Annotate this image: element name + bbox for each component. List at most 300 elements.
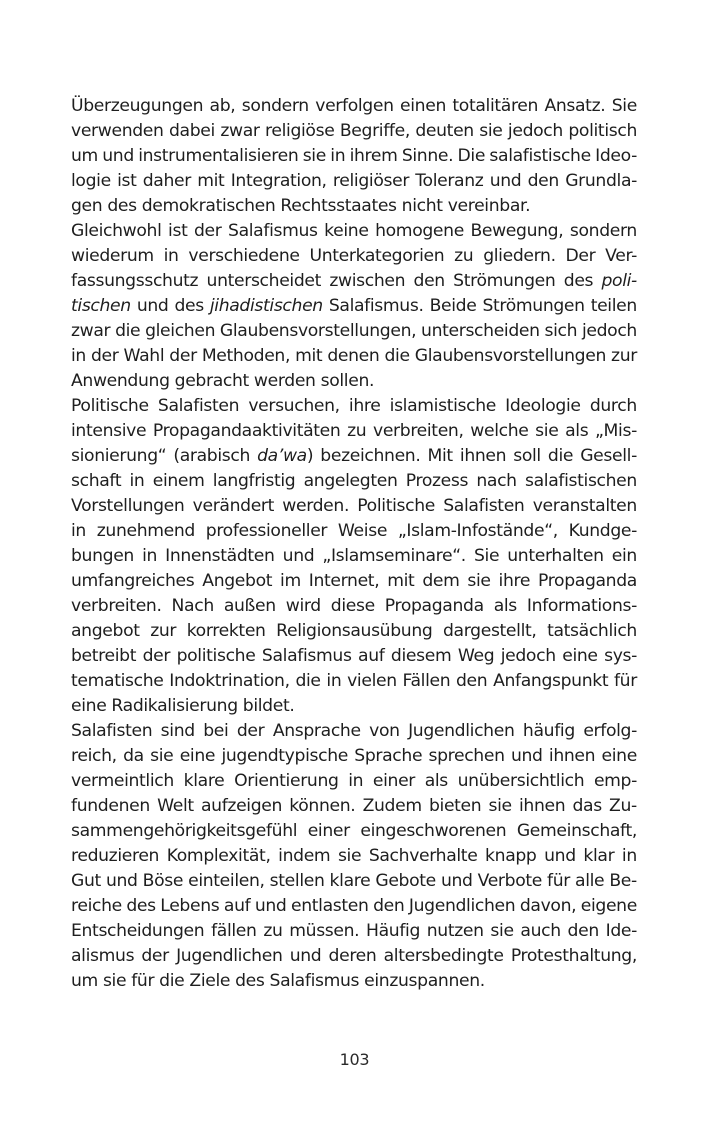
word: sondern [569, 221, 637, 241]
word: ab, [209, 96, 236, 116]
word: ihnen [519, 796, 566, 816]
word: verbreiten, [373, 421, 464, 441]
word: werden. [282, 496, 350, 516]
word: des [107, 196, 137, 216]
word: und [544, 846, 576, 866]
word: angebot [71, 621, 140, 641]
word: sie [337, 846, 362, 866]
word: Sie [611, 96, 637, 116]
word: jihadistischen [209, 296, 323, 316]
word: vereinbar. [447, 196, 531, 216]
word: Toleranz [415, 171, 484, 191]
word: eine [179, 746, 216, 766]
word: Propaganda [537, 571, 637, 591]
word: Be- [609, 871, 637, 891]
word: Protesthaltung, [510, 946, 637, 966]
word: Sprache [354, 746, 423, 766]
text-line [71, 669, 637, 694]
text-line [71, 369, 637, 394]
word: Zudem [362, 796, 422, 816]
word: Weg [457, 646, 495, 666]
word: Sachverhalte [368, 846, 478, 866]
word: sie [467, 571, 491, 591]
word: Politische [357, 496, 435, 516]
page-number: 103 [339, 1050, 370, 1069]
word: soll [513, 446, 541, 466]
word: können. [289, 796, 356, 816]
word: häufig [522, 721, 575, 741]
word: betreibt [71, 646, 137, 666]
word: da [123, 746, 144, 766]
word: unterscheidet [206, 271, 322, 291]
word: davon, [519, 896, 577, 916]
word: verwenden [71, 121, 164, 141]
word: alle [575, 871, 605, 891]
text-line [71, 169, 637, 194]
word: der [141, 946, 169, 966]
word: eingeschworenen [360, 821, 507, 841]
word: Orientierung [234, 771, 339, 791]
word: altersbedingte [383, 946, 504, 966]
word: Unterkategorien [309, 246, 445, 266]
word: Beide [429, 296, 477, 316]
word: einem [152, 471, 205, 491]
word: Jugendlichen [408, 896, 516, 916]
word: sie [490, 921, 514, 941]
word: zu [454, 246, 474, 266]
word: Methoden, [201, 346, 291, 366]
word: des [235, 971, 265, 991]
word: in [129, 471, 145, 491]
word: als [493, 596, 517, 616]
word: ist [117, 171, 137, 191]
word: bungen [71, 546, 134, 566]
word: Glaubensvorstellungen [414, 346, 606, 366]
word: in [621, 846, 637, 866]
word: dem [422, 571, 460, 591]
word: welche [470, 421, 529, 441]
word: Anwendung [71, 371, 170, 391]
word: und [282, 546, 315, 566]
text-line [71, 594, 637, 619]
word: den [413, 271, 445, 291]
word: vielen [347, 671, 397, 691]
word: zwar [220, 121, 260, 141]
paragraph [71, 94, 637, 219]
text-line [71, 444, 637, 469]
word: versuchen, [248, 396, 340, 416]
word: unterscheiden [421, 321, 540, 341]
word: verändert [192, 496, 275, 516]
word: Strömungen [482, 296, 585, 316]
word: „Mis- [595, 421, 637, 441]
word: vermeintlich [71, 771, 174, 791]
word: Sie [473, 546, 500, 566]
word: Lebens [160, 896, 220, 916]
word: politische [176, 646, 256, 666]
word: durch [589, 396, 637, 416]
word: bezeichnen. [320, 446, 421, 466]
word: Radikalisierung [111, 696, 238, 716]
word: Mit [427, 446, 453, 466]
text-line [71, 794, 637, 819]
word: als [565, 421, 589, 441]
word: totalitären [452, 96, 539, 116]
word: ein [611, 546, 637, 566]
word: Indoktrination, [169, 671, 290, 691]
word: wiederum [71, 246, 154, 266]
word: Bewegung, [470, 221, 564, 241]
word: Zu- [609, 796, 637, 816]
word: und [510, 746, 543, 766]
word: für [131, 971, 155, 991]
word: langfristig [212, 471, 296, 491]
word: mit [295, 346, 323, 366]
word: der [142, 646, 171, 666]
word: reduzieren [71, 846, 160, 866]
word: von [369, 721, 400, 741]
word: Der [565, 246, 596, 266]
word: Sinne. [401, 146, 454, 166]
word: politisch [568, 121, 637, 141]
word: eine [71, 696, 107, 716]
word: Ansprache [272, 721, 361, 741]
word: salafistischen [525, 471, 637, 491]
word: und [102, 146, 134, 166]
word: denen [327, 346, 380, 366]
text-line [71, 244, 637, 269]
word: Gleichwohl [71, 221, 162, 241]
word: einzuspannen. [364, 971, 485, 991]
word: außen [223, 596, 276, 616]
word: Begriffe, [339, 121, 410, 141]
word: Integration, [230, 171, 327, 191]
word: und [136, 296, 169, 316]
word: Fällen [402, 671, 451, 691]
word: sprechen [428, 746, 505, 766]
word: werden [253, 371, 316, 391]
word: in [163, 246, 179, 266]
word: Salafismus [228, 221, 318, 241]
word: bei [203, 721, 229, 741]
word: Internet, [308, 571, 380, 591]
paragraph [71, 219, 637, 394]
word: daher [142, 171, 191, 191]
word: ihrem [349, 146, 398, 166]
word: fassungsschutz [71, 271, 199, 291]
word: die [547, 446, 574, 466]
word: ist [168, 221, 188, 241]
word: teilen [590, 296, 637, 316]
word: sie [302, 146, 326, 166]
word: Wahl [123, 346, 165, 366]
word: und [440, 871, 473, 891]
text-line [71, 119, 637, 144]
text-line [71, 319, 637, 344]
word: sich [544, 321, 578, 341]
word: ihnen [548, 746, 596, 766]
word: Grundla- [565, 171, 637, 191]
word: Jugendlichen [176, 946, 283, 966]
word: verschiedene [188, 246, 300, 266]
word: Propagandaaktivitäten [152, 421, 341, 441]
word: instrumentalisieren [138, 146, 299, 166]
word: Entscheidungen [71, 921, 205, 941]
word: nicht [401, 196, 443, 216]
word: der [91, 346, 119, 366]
word: die [159, 971, 185, 991]
word: bildet. [242, 696, 295, 716]
word: sondern [241, 96, 309, 116]
word: in [71, 521, 86, 541]
word: Informations- [526, 596, 637, 616]
word: müssen. [289, 921, 360, 941]
text-line [71, 894, 637, 919]
word: jugendtypische [221, 746, 348, 766]
word: auf [358, 646, 385, 666]
word: diese [330, 596, 375, 616]
word: klare [183, 771, 225, 791]
word: religiöse [265, 121, 335, 141]
word: veranstalten [532, 496, 637, 516]
word: gebracht [174, 371, 249, 391]
word: als [424, 771, 448, 791]
word: Ide- [605, 921, 637, 941]
word: in [348, 771, 364, 791]
text-line [71, 494, 637, 519]
word: für [613, 671, 637, 691]
word: Gebote [375, 871, 436, 891]
body-text [71, 94, 637, 994]
word: ihre [348, 396, 381, 416]
word: der [169, 346, 197, 366]
word: in [71, 346, 86, 366]
word: fällen [211, 921, 257, 941]
word: Ver- [605, 246, 637, 266]
word: um [71, 146, 98, 166]
word: alismus [71, 946, 135, 966]
word: einer [372, 771, 416, 791]
word: gen [71, 196, 103, 216]
word: zwischen [329, 271, 406, 291]
word: Weise [337, 521, 388, 541]
word: Gesell- [580, 446, 637, 466]
word: für [547, 871, 570, 891]
word: gliedern. [483, 246, 556, 266]
word: verbreiten. [71, 596, 162, 616]
text-line [71, 419, 637, 444]
word: zu [263, 921, 283, 941]
word: und [489, 171, 522, 191]
word: den [373, 896, 405, 916]
word: knapp [485, 846, 537, 866]
text-line [71, 719, 637, 744]
word: Ideologie [505, 396, 581, 416]
word: Ideo- [595, 146, 637, 166]
word: aufzeigen [200, 796, 283, 816]
word: einer [307, 821, 350, 841]
word: „Islamseminare“. [322, 546, 466, 566]
word: deuten [415, 121, 474, 141]
text-line [71, 294, 637, 319]
word: eine [562, 646, 598, 666]
word: Angebot [202, 571, 273, 591]
word: des [126, 896, 156, 916]
word: Prozess [405, 471, 469, 491]
text-line [71, 394, 637, 419]
word: Politische [71, 396, 149, 416]
word: nach [476, 471, 517, 491]
word: logie [71, 171, 111, 191]
word: sammengehörigkeitsgefühl [71, 821, 298, 841]
text-line [71, 144, 637, 169]
word: religiöser [332, 171, 410, 191]
word: und [254, 896, 287, 916]
word: einen [400, 96, 446, 116]
text-line [71, 869, 637, 894]
word: islamistische [389, 396, 496, 416]
word: tatsächlich [547, 621, 637, 641]
word: korrekten [186, 621, 266, 641]
text-line [71, 769, 637, 794]
word: den [527, 171, 559, 191]
word: die [384, 346, 410, 366]
word: und [289, 946, 322, 966]
word: reich, [71, 746, 117, 766]
text-line [71, 644, 637, 669]
word: Komplexität, [166, 846, 271, 866]
word: Nach [171, 596, 214, 616]
word: einteilen, [188, 871, 265, 891]
word: Anfangspunkt [493, 671, 609, 691]
word: schaft [71, 471, 122, 491]
word: Häufig [366, 921, 421, 941]
word: deren [328, 946, 377, 966]
word: Salafisten [443, 496, 525, 516]
word: intensive [71, 421, 147, 441]
word: demokratischen [141, 196, 276, 216]
word: fundenen [71, 796, 150, 816]
word: Gut [71, 871, 101, 891]
text-line [71, 619, 637, 644]
word: Salafisten [71, 721, 153, 741]
word: mit [387, 571, 415, 591]
text-line [71, 944, 637, 969]
word: tischen [71, 296, 131, 316]
text-line [71, 744, 637, 769]
word: Religionsausübung [276, 621, 433, 641]
word: verfolgen [315, 96, 394, 116]
word: zu [347, 421, 367, 441]
word: eine [601, 746, 637, 766]
word: im [280, 571, 301, 591]
word: Innenstädten [165, 546, 275, 566]
word: in [330, 146, 346, 166]
word: Glaubensvorstellungen, [219, 321, 417, 341]
word: Jugendlichen [408, 721, 515, 741]
word: der [236, 721, 265, 741]
text-line [71, 219, 637, 244]
paragraph [71, 719, 637, 994]
word: Welt [157, 796, 194, 816]
word: Propaganda [384, 596, 484, 616]
word: Kundge- [568, 521, 637, 541]
text-line [71, 919, 637, 944]
word: in [326, 671, 342, 691]
word: stellen [269, 871, 325, 891]
word: poli- [601, 271, 637, 291]
text-line [71, 819, 637, 844]
word: die [295, 671, 321, 691]
word: bieten [428, 796, 482, 816]
word: zur [150, 621, 177, 641]
word: klar [583, 846, 615, 866]
word: auch [520, 921, 561, 941]
word: entlasten [291, 896, 369, 916]
word: in [142, 546, 158, 566]
word: jedoch [581, 321, 637, 341]
word: (arabisch [173, 446, 251, 466]
word: keine [324, 221, 369, 241]
text-line [71, 969, 637, 994]
word: des [563, 271, 594, 291]
word: Die [457, 146, 486, 166]
word: den [567, 921, 599, 941]
word: unterhalten [507, 546, 604, 566]
word: sie [479, 121, 503, 141]
word: Ziele [189, 971, 231, 991]
word: erfolg- [583, 721, 637, 741]
word: tematische [71, 671, 164, 691]
word: Salafismus [261, 646, 352, 666]
word: Überzeugungen [71, 96, 204, 116]
text-line [71, 519, 637, 544]
word: salafistische [489, 146, 591, 166]
word: angelegten [303, 471, 398, 491]
word: Gemeinschaft, [516, 821, 637, 841]
word: sie [102, 971, 127, 991]
word: sollen. [320, 371, 375, 391]
text-line [71, 94, 637, 119]
word: da’wa) [257, 446, 314, 466]
word: den [456, 671, 488, 691]
word: eigene [580, 896, 637, 916]
word: Strömungen [453, 271, 556, 291]
word: Rechtsstaates [280, 196, 397, 216]
word: emp- [593, 771, 637, 791]
word: ihnen [459, 446, 507, 466]
word: sie [535, 421, 559, 441]
text-line [71, 344, 637, 369]
text-line [71, 269, 637, 294]
word: mit [197, 171, 225, 191]
word: die [115, 321, 141, 341]
word: gleichen [145, 321, 216, 341]
word: auf [223, 896, 251, 916]
word: Salafismus [269, 971, 360, 991]
word: um [71, 971, 98, 991]
word: indem [278, 846, 331, 866]
word: professioneller [205, 521, 328, 541]
word: homogene [375, 221, 464, 241]
word: dabei [168, 121, 215, 141]
text-line [71, 569, 637, 594]
word: Böse [142, 871, 184, 891]
paragraph [71, 394, 637, 719]
word: das [572, 796, 602, 816]
word: Salafisten [157, 396, 240, 416]
word: umfangreiches [71, 571, 195, 591]
